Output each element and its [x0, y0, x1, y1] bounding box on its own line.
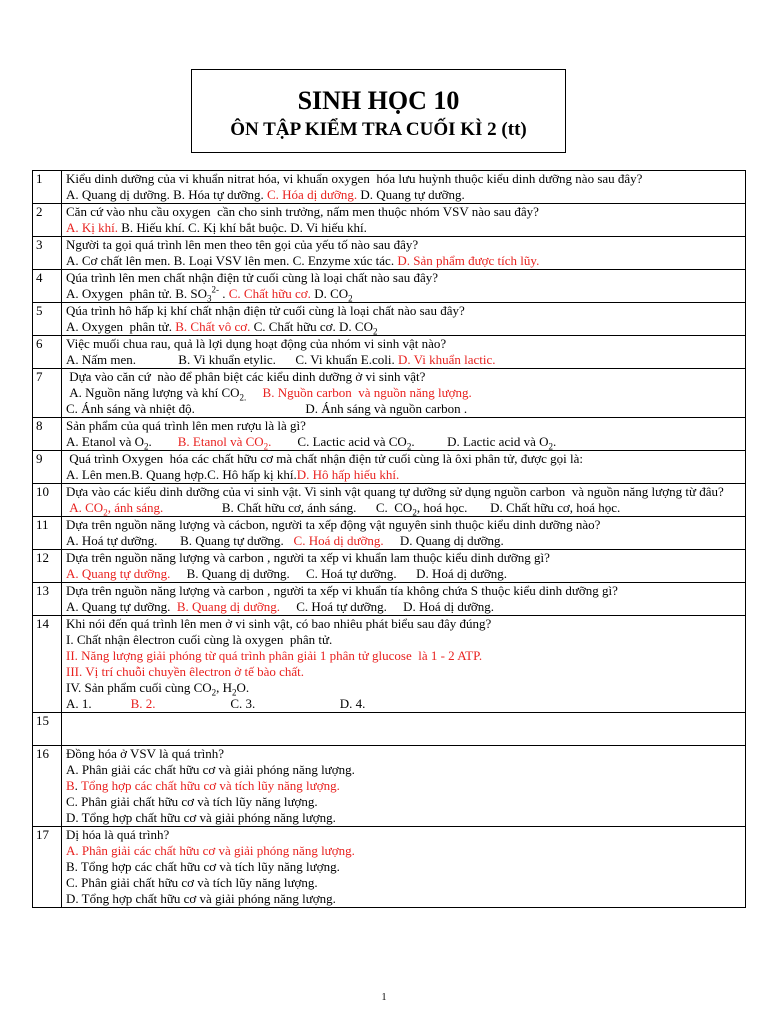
answer-text: B: [66, 778, 75, 793]
question-text: .: [74, 778, 81, 793]
question-text: 3: [207, 293, 212, 304]
question-text: Dựa trên nguồn năng lượng và carbon , người ta xếp vi khuẩn tía không chứa S thuộc kiểu dinh dưỡng gì?: [66, 583, 618, 598]
question-text: , H: [216, 680, 233, 695]
question-text: Qúa trình hô hấp kị khí chất nhận điện tử cuối cùng là loại chất nào sau đây?: [66, 303, 465, 318]
answer-text: II. Năng lượng giải phóng từ quá trình phân giải 1 phân tử glucose là 1 - 2 ATP.: [66, 648, 483, 663]
question-line: [66, 303, 741, 319]
question-line: [66, 794, 741, 810]
question-text: 2: [412, 507, 417, 518]
question-line: [66, 696, 741, 712]
question-line: [66, 434, 741, 450]
question-row: [33, 616, 746, 713]
question-line: [66, 418, 741, 434]
question-text: Dựa trên nguồn năng lượng và carbon , người ta xếp vi khuẩn lam thuộc kiểu dinh dưỡng gì?: [66, 550, 550, 565]
question-text: C. Ánh sáng và nhiệt độ. D. Ánh sáng và nguồn carbon .: [66, 401, 468, 416]
question-text: 2: [232, 687, 237, 698]
question-line: [66, 401, 741, 417]
question-content: [62, 746, 746, 827]
question-text: A. Quang dị dưỡng. B. Hóa tự dưỡng.: [66, 187, 267, 202]
question-text: C. Lactic acid và CO: [271, 434, 407, 449]
question-text: A. Lên men.B. Quang hợp.C. Hô hấp kị khí.: [66, 467, 297, 482]
question-line: [66, 843, 741, 859]
answer-text: 2: [103, 507, 108, 518]
question-line: [66, 616, 741, 632]
question-text: Việc muối chua rau, quả là lợi dụng hoạt động của nhóm vi sinh vật nào?: [66, 336, 447, 351]
question-text: . D. Lactic acid và O: [411, 434, 549, 449]
question-text: IV. Sản phẩm cuối cùng CO: [66, 680, 212, 695]
question-text: B. Chất hữu cơ, ánh sáng. C. CO: [163, 500, 413, 515]
question-text: 2-: [211, 284, 220, 295]
question-line: [66, 220, 741, 236]
answer-text: A. Phân giải các chất hữu cơ và giải phóng năng lượng.: [66, 843, 355, 858]
answer-text: III. Vị trí chuỗi chuyền êlectron ở tế bào chất.: [66, 664, 305, 679]
question-text: Dựa vào căn cứ nào để phân biệt các kiểu dinh dưỡng ở vi sinh vật?: [66, 369, 426, 384]
question-text: 2: [406, 441, 412, 452]
question-text: O.: [236, 680, 250, 695]
question-line: [66, 171, 741, 187]
question-line: [66, 385, 741, 401]
question-number: 7: [33, 369, 62, 418]
question-text: A. Etanol và O: [66, 434, 144, 449]
question-text: Sản phẩm của quá trình lên men rượu là là gì?: [66, 418, 306, 433]
answer-text: Tổng hợp các chất hữu cơ và tích lũy năng lượng.: [80, 778, 340, 793]
question-line: [66, 500, 741, 516]
question-text: C. Chất hữu cơ. D. CO: [250, 319, 373, 334]
question-line: [66, 352, 741, 368]
question-line: [66, 827, 741, 843]
question-text: Qúa trình lên men chất nhận điện tử cuối cùng là loại chất nào sau đây?: [66, 270, 439, 285]
question-text: D. Tổng hợp chất hữu cơ và giải phóng năng lượng.: [66, 810, 336, 825]
question-text: , hoá học. D. Chất hữu cơ, hoá học.: [416, 500, 621, 515]
question-line: [66, 336, 741, 352]
question-number: 15: [33, 713, 62, 746]
question-line: [66, 680, 741, 696]
question-content: [62, 270, 746, 303]
question-text: A. 1.: [66, 696, 131, 711]
question-text: .: [148, 434, 178, 449]
question-text: . Tổng hợp các chất hữu cơ và tích lũy năng lượng.: [74, 859, 340, 874]
question-line: [66, 484, 741, 500]
question-content: [62, 827, 746, 908]
question-text: C. Hoá tự dưỡng. D. Hoá dị dưỡng.: [280, 599, 494, 614]
question-text: I. Chất nhận êlectron cuối cùng là oxygen phân tử.: [66, 632, 333, 647]
question-text: Dị hóa là quá trình?: [66, 827, 170, 842]
question-line: [66, 286, 741, 302]
question-content: [62, 583, 746, 616]
question-number: 5: [33, 303, 62, 336]
answer-text: A. Quang tự dưỡng.: [66, 566, 171, 581]
question-text: A. Hoá tự dưỡng. B. Quang tự dưỡng.: [66, 533, 294, 548]
page-title: SINH HỌC 10: [297, 86, 460, 115]
question-row: [33, 336, 746, 369]
answer-text: B. Nguồn carbon và nguồn năng lượng.: [262, 385, 472, 400]
question-line: [66, 467, 741, 483]
question-number: 1: [33, 171, 62, 204]
page-subtitle: ÔN TẬP KIỂM TRA CUỐI KÌ 2 (tt): [230, 119, 527, 140]
question-number: 14: [33, 616, 62, 713]
question-text: Dựa trên nguồn năng lượng và cácbon, người ta xếp động vật nguyên sinh thuộc kiểu dinh dưỡng nào?: [66, 517, 601, 532]
question-number: 4: [33, 270, 62, 303]
answer-text: 2: [263, 441, 269, 452]
question-row: [33, 369, 746, 418]
question-row: [33, 713, 746, 746]
question-text: 2.: [239, 392, 247, 403]
question-number: 10: [33, 484, 62, 517]
question-line: [66, 369, 741, 385]
question-number: 3: [33, 237, 62, 270]
question-text: [246, 385, 262, 400]
question-number: 17: [33, 827, 62, 908]
question-content: [62, 550, 746, 583]
question-line: [66, 583, 741, 599]
question-line: [66, 762, 741, 778]
question-row: [33, 451, 746, 484]
question-row: [33, 171, 746, 204]
question-row: [33, 237, 746, 270]
question-text: Người ta gọi quá trình lên men theo tên gọi của yếu tố nào sau đây?: [66, 237, 419, 252]
answer-text: B. Chất vô cơ.: [175, 319, 251, 334]
question-text: 2: [143, 441, 149, 452]
question-text: A. Cơ chất lên men. B. Loại VSV lên men. C. Enzyme xúc tác.: [66, 253, 398, 268]
question-row: [33, 827, 746, 908]
answer-text: A. CO: [69, 500, 104, 515]
question-row: [33, 418, 746, 451]
question-text: A. Oxygen phân tử. B. SO: [66, 286, 208, 301]
question-line: [66, 891, 741, 907]
question-line: [66, 648, 741, 664]
question-line: [66, 451, 741, 467]
question-line: [66, 729, 741, 745]
question-line: [66, 599, 741, 615]
answer-text: B. Quang dị dưỡng.: [176, 599, 280, 614]
answer-text: C. Hoá dị dưỡng.: [293, 533, 384, 548]
question-text: Khi nói đến quá trình lên men ở vi sinh vật, có bao nhiêu phát biểu sau đây đúng?: [66, 616, 492, 631]
question-number: 13: [33, 583, 62, 616]
question-number: 2: [33, 204, 62, 237]
question-row: [33, 303, 746, 336]
question-content: [62, 303, 746, 336]
question-content: [62, 616, 746, 713]
question-content: [62, 484, 746, 517]
question-row: [33, 517, 746, 550]
question-number: 9: [33, 451, 62, 484]
question-text: A. Nấm men. B. Vi khuẩn etylic. C. Vi khuẩn E.coli.: [66, 352, 398, 367]
question-line: [66, 319, 741, 335]
question-line: [66, 237, 741, 253]
question-number: 8: [33, 418, 62, 451]
question-text: Đồng hóa ở VSV là quá trình?: [66, 746, 225, 761]
page-number: 1: [381, 992, 387, 1003]
question-text: B. Hiếu khí. C. Kị khí bắt buộc. D. Vi hiếu khí.: [118, 220, 367, 235]
question-number: 12: [33, 550, 62, 583]
question-text: C. Phân giải chất hữu cơ và tích lũy năng lượng.: [66, 794, 318, 809]
answer-text: A. Kị khí.: [66, 220, 118, 235]
answer-text: , ánh sáng.: [107, 500, 164, 515]
question-line: [66, 664, 741, 680]
question-content: [62, 171, 746, 204]
answer-text: D. Vi khuẩn lactic.: [397, 352, 496, 367]
question-row: [33, 583, 746, 616]
question-text: Quá trình Oxygen hóa các chất hữu cơ mà chất nhận điện tử cuối cùng là ôxi phân tử, được gọi là:: [66, 451, 584, 466]
question-line: [66, 533, 741, 549]
question-text: 2: [348, 293, 353, 304]
question-row: [33, 550, 746, 583]
answer-text: B. Etanol và CO: [177, 434, 264, 449]
question-text: 2: [211, 687, 217, 698]
question-text: B: [66, 859, 75, 874]
question-list: [33, 171, 746, 908]
question-number: 11: [33, 517, 62, 550]
question-text: .: [553, 434, 557, 449]
question-text: D. Tổng hợp chất hữu cơ và giải phóng năng lượng.: [66, 891, 336, 906]
title-box: [191, 69, 566, 153]
question-text: D. CO: [310, 286, 349, 301]
question-content: [62, 369, 746, 418]
answer-text: C. Chất hữu cơ.: [228, 286, 311, 301]
answer-text: B. 2.: [130, 696, 156, 711]
question-line: [66, 204, 741, 220]
question-line: [66, 875, 741, 891]
question-content: [62, 517, 746, 550]
question-line: [66, 270, 741, 286]
question-table: [32, 170, 746, 908]
question-line: [66, 746, 741, 762]
question-content: [62, 237, 746, 270]
question-line: [66, 517, 741, 533]
answer-text: C. Hóa dị dưỡng.: [267, 187, 358, 202]
question-line: [66, 550, 741, 566]
question-text: C. Phân giải chất hữu cơ và tích lũy năng lượng.: [66, 875, 318, 890]
question-text: A. Quang tự dưỡng.: [66, 599, 177, 614]
question-text: Căn cứ vào nhu cầu oxygen cần cho sinh trưởng, nấm men thuộc nhóm VSV nào sau đây?: [66, 204, 539, 219]
answer-text: .: [268, 434, 272, 449]
question-text: 2: [372, 326, 378, 337]
question-text: 2: [548, 441, 553, 452]
answer-text: D. Sản phẩm được tích lũy.: [397, 253, 540, 268]
answer-text: D. Hô hấp hiếu khí.: [296, 467, 400, 482]
question-text: .: [219, 286, 229, 301]
question-row: [33, 270, 746, 303]
question-line: [66, 713, 741, 729]
question-row: [33, 746, 746, 827]
question-text: D. Quang tự dưỡng.: [357, 187, 465, 202]
question-line: [66, 187, 741, 203]
question-content: [62, 713, 746, 746]
question-line: [66, 778, 741, 794]
question-content: [62, 204, 746, 237]
question-row: [33, 204, 746, 237]
question-line: [66, 253, 741, 269]
question-text: A. Oxygen phân tử.: [66, 319, 176, 334]
question-line: [66, 859, 741, 875]
question-text: C. 3. D. 4.: [155, 696, 366, 711]
question-text: Kiểu dinh dưỡng của vi khuẩn nitrat hóa, vi khuẩn oxygen hóa lưu huỳnh thuộc kiểu dinh dưỡng nào sau đây?: [66, 171, 643, 186]
question-content: [62, 336, 746, 369]
question-number: 16: [33, 746, 62, 827]
question-row: [33, 484, 746, 517]
question-line: [66, 566, 741, 582]
question-content: [62, 418, 746, 451]
question-text: A. Phân giải các chất hữu cơ và giải phóng năng lượng.: [66, 762, 355, 777]
question-text: B. Quang dị dưỡng. C. Hoá tự dưỡng. D. Hoá dị dưỡng.: [170, 566, 507, 581]
question-text: D. Quang dị dưỡng.: [383, 533, 504, 548]
question-line: [66, 632, 741, 648]
question-text: Dựa vào các kiểu dinh dưỡng của vi sinh vật. Vi sinh vật quang tự dưỡng sử dụng nguồn carbon và nguồn năng lượng từ đâu?: [66, 484, 724, 499]
question-line: [66, 810, 741, 826]
question-text: A. Nguồn năng lượng và khí CO: [66, 385, 240, 400]
question-number: 6: [33, 336, 62, 369]
question-content: [62, 451, 746, 484]
